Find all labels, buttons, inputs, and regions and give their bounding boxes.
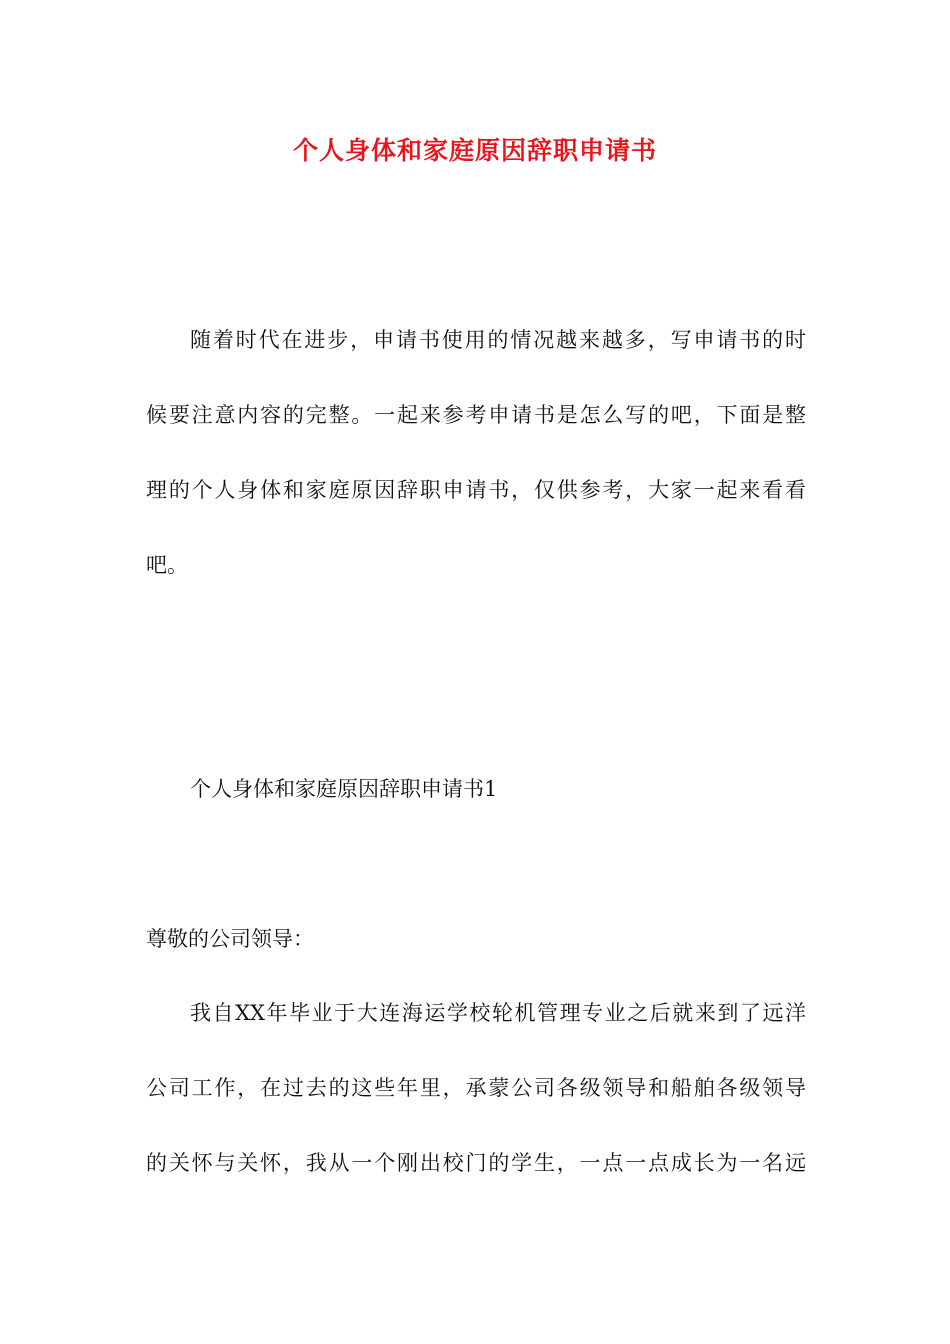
document-title: 个人身体和家庭原因辞职申请书	[292, 136, 657, 165]
body-line-1: 我自XX年毕业于大连海运学校轮机管理专业之后就来到了远洋	[190, 1001, 806, 1025]
body-line-2: 公司工作，在过去的这些年里，承蒙公司各级领导和船舶各级领导	[146, 1076, 806, 1100]
intro-line-2: 候要注意内容的完整。一起来参考申请书是怎么写的吧，下面是整	[146, 403, 806, 427]
intro-line-1: 随着时代在进步，申请书使用的情况越来越多，写申请书的时	[190, 328, 806, 352]
body-line-3: 的关怀与关怀，我从一个刚出校门的学生，一点一点成长为一名远	[146, 1151, 806, 1175]
salutation: 尊敬的公司领导：	[146, 927, 314, 951]
intro-line-4: 吧。	[146, 553, 188, 577]
intro-line-3: 理的个人身体和家庭原因辞职申请书，仅供参考，大家一起来看看	[146, 478, 806, 502]
section-heading: 个人身体和家庭原因辞职申请书1	[190, 777, 498, 801]
